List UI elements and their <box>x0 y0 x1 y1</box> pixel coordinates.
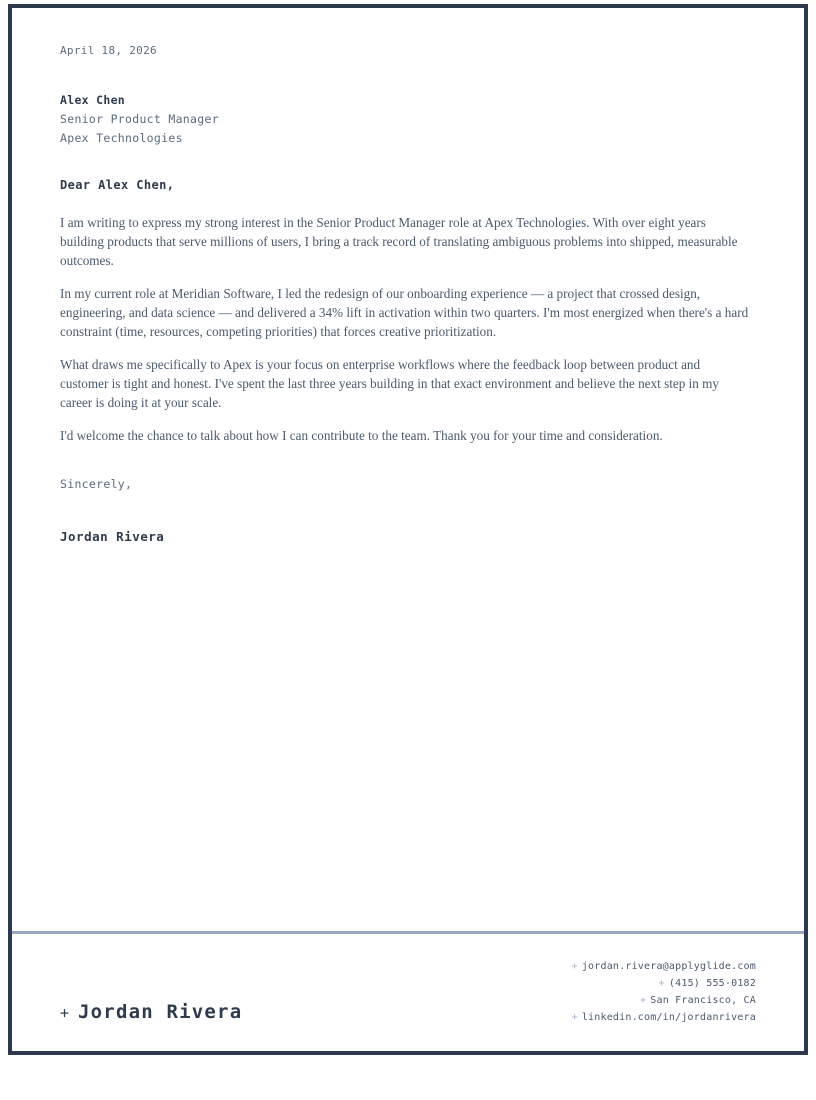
recipient-company: Apex Technologies <box>60 131 183 145</box>
salutation: Dear Alex Chen, <box>60 178 175 192</box>
plus-icon: + <box>640 995 647 1006</box>
letter-footer <box>12 931 804 1051</box>
footer-name: Jordan Rivera <box>78 1001 243 1023</box>
contact-email-value: jordan.rivera@applyglide.com <box>581 961 756 972</box>
contact-item-linkedin <box>572 1009 756 1026</box>
body-paragraph-3: What draws me specifically to Apex is your focus on enterprise workflows where the feedback loop between product and customer is tight and honest. I've spent the last three years building in that exact environment and believe the next step in my career is doing it at your scale. <box>60 357 720 410</box>
plus-icon: + <box>60 1004 70 1022</box>
signature-name: Jordan Rivera <box>60 529 165 544</box>
contact-location-value: San Francisco, CA <box>650 995 756 1006</box>
letter-date: April 18, 2026 <box>60 44 157 57</box>
contact-linkedin-value: linkedin.com/in/jordanrivera <box>581 1012 756 1023</box>
letter-page <box>8 4 808 1055</box>
plus-icon: + <box>571 961 578 972</box>
contact-item-location <box>572 992 756 1009</box>
contact-phone-value: (415) 555-0182 <box>668 978 756 989</box>
plus-icon: + <box>658 978 665 989</box>
recipient-title: Senior Product Manager <box>60 112 219 126</box>
closing-line: Sincerely, <box>60 477 133 491</box>
recipient-block <box>60 91 756 148</box>
body-paragraph-2: In my current role at Meridian Software, I led the redesign of our onboarding experience — a project that crossed design, engineering, and data science — and delivered a 34% lift in activation within two quarters. I'm most energized when there's a hard constraint (time, resources, competing priorities) that forces creative prioritization. <box>60 286 749 339</box>
contact-item-phone <box>572 975 756 992</box>
body-paragraph-1: I am writing to express my strong interest in the Senior Product Manager role at Apex Technologies. With over eight years building products that serve millions of users, I bring a track record of translating ambiguous problems into shipped, measurable outcomes. <box>60 215 738 268</box>
contact-item-email <box>572 958 756 975</box>
recipient-name: Alex Chen <box>60 93 126 107</box>
footer-identity <box>60 1001 242 1023</box>
plus-icon: + <box>571 1012 578 1023</box>
contact-list <box>572 958 756 1026</box>
body-paragraph-4: I'd welcome the chance to talk about how I can contribute to the team. Thank you for your time and consideration. <box>60 428 663 443</box>
letter-content <box>12 8 804 931</box>
